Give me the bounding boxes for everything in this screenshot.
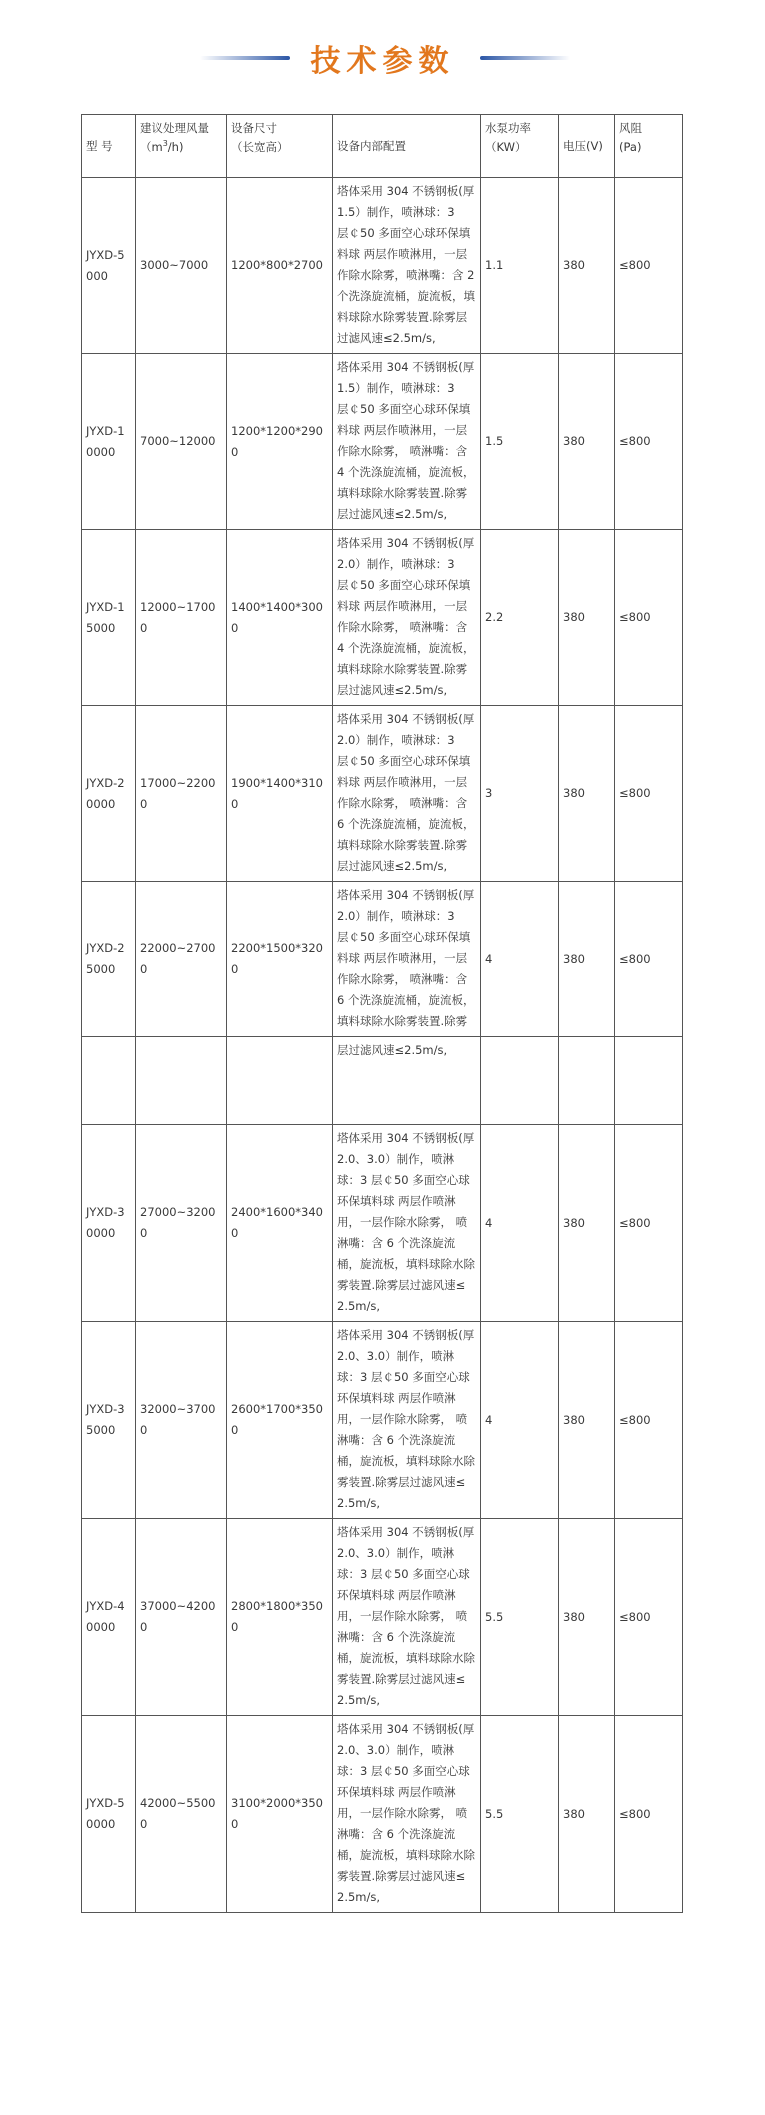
cell-config: 塔体采用 304 不锈钢板(厚 2.0、3.0）制作，喷淋球：3 层￠50 多面空心球环保填料球 两层作喷淋用，一层作除水除雾， 喷淋嘴：含 6 个洗涤旋流桶，旋流板，填料球除水除雾装置.除雾层过滤风速≤2.5m/s, — [333, 1519, 481, 1716]
header-right-bar — [480, 56, 570, 60]
cell-power: 4 — [481, 1322, 559, 1519]
cell-model: JYXD-50000 — [82, 1716, 136, 1913]
table-row — [82, 178, 683, 354]
header-resistance — [615, 115, 683, 178]
cell-config: 塔体采用 304 不锈钢板(厚 2.0、3.0）制作，喷淋球：3 层￠50 多面空心球环保填料球 两层作喷淋用，一层作除水除雾， 喷淋嘴：含 6 个洗涤旋流桶，旋流板，填料球除水除雾装置.除雾层过滤风速≤2.5m/s, — [333, 1322, 481, 1519]
cell-flow: 42000~55000 — [136, 1716, 227, 1913]
cell-voltage: 380 — [559, 178, 615, 354]
table-row — [82, 1716, 683, 1913]
table-header-row — [82, 115, 683, 178]
cell-voltage: 380 — [559, 1716, 615, 1913]
header-power-line2: （KW） — [485, 140, 527, 154]
header-flow-unit-prefix: （m — [140, 140, 163, 154]
cell-flow: 22000~27000 — [136, 882, 227, 1037]
header-flow-unit-sup: 3 — [162, 139, 168, 149]
cell-config: 塔体采用 304 不锈钢板(厚 2.0）制作，喷淋球：3 层￠50 多面空心球环保填料球 两层作喷淋用，一层作除水除雾， 喷淋嘴：含 6 个洗涤旋流桶，旋流板，填料球除水除雾装置.除雾层过滤风速≤2.5m/s, — [333, 706, 481, 882]
cell-power: 1.5 — [481, 354, 559, 530]
page-title: 技术参数 — [310, 44, 455, 79]
cell-power: 5.5 — [481, 1716, 559, 1913]
cell-resistance: ≤800 — [615, 354, 683, 530]
cell-model: JYXD-15000 — [82, 530, 136, 706]
cell-resistance: ≤800 — [615, 1322, 683, 1519]
header-flow-line1: 建议处理风量 — [140, 121, 209, 135]
cell-model: JYXD-5000 — [82, 178, 136, 354]
table-row — [82, 1322, 683, 1519]
cell-power: 3 — [481, 706, 559, 882]
cell-size: 1400*1400*3000 — [227, 530, 333, 706]
cell-model: JYXD-35000 — [82, 1322, 136, 1519]
cell-flow: 27000~32000 — [136, 1125, 227, 1322]
table-row — [82, 1519, 683, 1716]
section-header — [0, 32, 765, 80]
cell-config: 塔体采用 304 不锈钢板(厚 2.0、3.0）制作，喷淋球：3 层￠50 多面空心球环保填料球 两层作喷淋用，一层作除水除雾， 喷淋嘴：含 6 个洗涤旋流桶，旋流板，填料球除水除雾装置.除雾层过滤风速≤2.5m/s, — [333, 1125, 481, 1322]
cell-config: 塔体采用 304 不锈钢板(厚 1.5）制作，喷淋球：3 层￠50 多面空心球环保填料球 两层作喷淋用，一层作除水除雾， 喷淋嘴：含 4 个洗涤旋流桶，旋流板，填料球除水除雾装置.除雾层过滤风速≤2.5m/s, — [333, 354, 481, 530]
cell-config: 塔体采用 304 不锈钢板(厚 1.5）制作，喷淋球：3 层￠50 多面空心球环保填料球 两层作喷淋用，一层作除水除雾，喷淋嘴：含 2 个洗涤旋流桶，旋流板，填料球除水除雾装置.除雾层过滤风速≤2.5m/s, — [333, 178, 481, 354]
cell-size: 2200*1500*3200 — [227, 882, 333, 1037]
spec-table — [81, 114, 683, 1913]
cell-config: 塔体采用 304 不锈钢板(厚 2.0）制作，喷淋球：3 层￠50 多面空心球环保填料球 两层作喷淋用，一层作除水除雾， 喷淋嘴：含 4 个洗涤旋流桶，旋流板，填料球除水除雾装置.除雾层过滤风速≤2.5m/s, — [333, 530, 481, 706]
cell-size: 2800*1800*3500 — [227, 1519, 333, 1716]
cell-model: JYXD-30000 — [82, 1125, 136, 1322]
cell-resistance: ≤800 — [615, 178, 683, 354]
cell-flow: 17000~22000 — [136, 706, 227, 882]
cell-flow: 32000~37000 — [136, 1322, 227, 1519]
cell-voltage: 380 — [559, 1125, 615, 1322]
table-row — [82, 882, 683, 1037]
cell-resistance: ≤800 — [615, 706, 683, 882]
cell-size: 3100*2000*3500 — [227, 1716, 333, 1913]
cell-resistance: ≤800 — [615, 1716, 683, 1913]
cell-power: 4 — [481, 882, 559, 1037]
cell-power: 4 — [481, 1125, 559, 1322]
cell-config: 塔体采用 304 不锈钢板(厚 2.0、3.0）制作，喷淋球：3 层￠50 多面空心球环保填料球 两层作喷淋用，一层作除水除雾， 喷淋嘴：含 6 个洗涤旋流桶，旋流板，填料球除水除雾装置.除雾层过滤风速≤2.5m/s, — [333, 1716, 481, 1913]
cell-power: 5.5 — [481, 1519, 559, 1716]
cell-power: 1.1 — [481, 178, 559, 354]
table-row — [82, 530, 683, 706]
cell-config: 层过滤风速≤2.5m/s, — [333, 1037, 481, 1125]
cell-flow: 12000~17000 — [136, 530, 227, 706]
cell-flow: 37000~42000 — [136, 1519, 227, 1716]
cell-voltage: 380 — [559, 1519, 615, 1716]
cell-size: 1200*800*2700 — [227, 178, 333, 354]
header-power — [481, 115, 559, 178]
cell-model: JYXD-40000 — [82, 1519, 136, 1716]
cell-voltage: 380 — [559, 1322, 615, 1519]
cell-resistance: ≤800 — [615, 1519, 683, 1716]
header-voltage: 电压(V) — [559, 115, 615, 178]
header-flow — [136, 115, 227, 178]
cell-resistance: ≤800 — [615, 530, 683, 706]
table-row — [82, 1125, 683, 1322]
cell-resistance: ≤800 — [615, 1125, 683, 1322]
cell-voltage — [559, 1037, 615, 1125]
header-power-line1: 水泵功率 — [485, 121, 531, 135]
cell-size: 1200*1200*2900 — [227, 354, 333, 530]
cell-resistance — [615, 1037, 683, 1125]
header-flow-unit-suffix: /h) — [167, 140, 184, 154]
cell-voltage: 380 — [559, 354, 615, 530]
cell-voltage: 380 — [559, 530, 615, 706]
cell-size: 2400*1600*3400 — [227, 1125, 333, 1322]
cell-voltage: 380 — [559, 706, 615, 882]
cell-size: 2600*1700*3500 — [227, 1322, 333, 1519]
header-resistance-line2: (Pa) — [619, 140, 642, 154]
cell-config: 塔体采用 304 不锈钢板(厚 2.0）制作，喷淋球：3 层￠50 多面空心球环保填料球 两层作喷淋用，一层作除水除雾， 喷淋嘴：含 6 个洗涤旋流桶，旋流板，填料球除水除雾装置.除雾 — [333, 882, 481, 1037]
table-row — [82, 354, 683, 530]
header-size-line2: （长宽高） — [231, 140, 289, 154]
header-config: 设备内部配置 — [333, 115, 481, 178]
cell-model: JYXD-25000 — [82, 882, 136, 1037]
header-resistance-line1: 风阻 — [619, 121, 642, 135]
cell-flow — [136, 1037, 227, 1125]
table-row — [82, 1037, 683, 1125]
table-row — [82, 706, 683, 882]
header-size-line1: 设备尺寸 — [231, 121, 277, 135]
cell-voltage: 380 — [559, 882, 615, 1037]
header-model: 型 号 — [82, 115, 136, 178]
cell-power — [481, 1037, 559, 1125]
cell-resistance: ≤800 — [615, 882, 683, 1037]
cell-model: JYXD-20000 — [82, 706, 136, 882]
cell-model: JYXD-10000 — [82, 354, 136, 530]
cell-power: 2.2 — [481, 530, 559, 706]
header-size — [227, 115, 333, 178]
cell-model — [82, 1037, 136, 1125]
cell-size — [227, 1037, 333, 1125]
cell-flow: 7000~12000 — [136, 354, 227, 530]
cell-flow: 3000~7000 — [136, 178, 227, 354]
cell-size: 1900*1400*3100 — [227, 706, 333, 882]
